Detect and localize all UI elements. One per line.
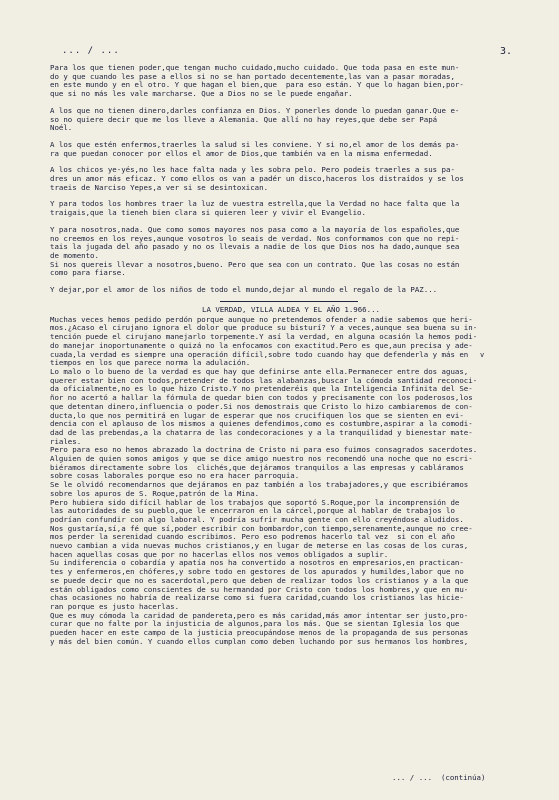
paragraph-ye-ye: A los chicos ye-yés,no les hace falta nada y les sobra pelo. Pero podeis traerles a sus pa- dres un amor más eficaz. Y como ellos os van a padér un disco,haceros los distraídos y se los traeis de Narciso Yepes,a ver si se desintoxican. — [50, 165, 464, 192]
paragraph-powerful: Para los que tienen poder,que tengan mucho cuidado,mucho cuidado. Que toda pasa en este mun- do y que cuando les pase a ellos si no se han portado decentemente,las van a pasar moradas, en este mundo y en el otro. Y que hagan el bien,que para eso están. Y que lo hagan bien,por- que si no más les vale marcharse. Que a Dios no se le puede engañar. — [50, 63, 464, 99]
paragraph-all-men: Y para todos los hombres traer la luz de vuestra estrella,que la Verdad no hace falta que la traigais,que la tieneh bien clara si quieren leer y vivir el Evangelio. — [50, 199, 460, 218]
paragraph-charity: Que es muy cómoda la caridad de pandereta,pero es más caridad,más amor intentar ser justo,pro- curar que no falte por la injusticia de algunos,para los más. Que se sientan Iglesia los que pueden hacer en este campo de la justicia preocupándose menos de la propaganda de sus personas y más del bien común. Y cuando ellos cumplan como deben luchando por sus hermanos los hombres, — [50, 610, 469, 646]
page-marker: ... / ... — [62, 46, 120, 56]
paragraph-pardon: Muchas veces hemos pedido perdón porque aunque no pretendemos ofender a nadie sabemos que heri- mos.¿Acaso el cirujano ignora el dolor que produce su bisturí? Y a veces,aunque sea buena su in- tención puede el cirujano manejarlo torpemente.Y así la verdad, en alguna ocasión la hemos podi- do manejar inoportunamente o quizá no la enfocamos con exactitud.Pero es que,aun precisa y ade- cuada,la verdad es siempre una operación difícil,sobre todo cuando hay que defenderla y más en tiempos en los que parece norma la adulación. — [50, 314, 478, 368]
continuation-footer: ... / ... (continúa) — [392, 773, 486, 782]
paragraph-sick: A los que estén enfermos,traerles la salud si les conviene. Y si no,el amor de los demás pa- ra que puedan conocer por ellos el amor de Dios,que también va en la misma enfermedad. — [50, 139, 460, 158]
paragraph-doctrine: Pero para eso no hemos abrazado la doctrina de Cristo ni para eso fuimos consagrados sacerdotes. Alguien de quien somos amigos y que se dice amigo nuestro nos recomendó una noche que no escri- biéramos directamente sobre los clichés,que dejáramos tranquilos a las empresas y cabláramos sobre cosas laborales porque eso no era hacer parroquia. Se le olvidó recomendarnos que dejáramos en paz también a los trabajadores,y que escribiéramos sobre los apuros de S. Roque,patrón de la Mina. Pero hubiera sido difícil hablar de los trabajos que soportó S.Roque,por la incomprensión de las autoridades de su pueblo,que le encerraron en la cárcel,porque al hablar de trabajos lo podrían confundir con algo laboral. Y podría sufrir mucha gente con ello creyéndose aludidos. Nos gustaría,sí,a fé que sí,poder escribir con bombardor,con tiempo,serenamente,aunque no cree- mos perder la serenidad cuando escribimos. Pero eso podremos hacerlo tal vez si con el año nuevo cambian a vida nuevas muchos cristianos,y en lugar de meterse en las cosas de los curas, hacen aquellas cosas que por no hacerlas ellos nos vemos obligados a suplir. Su indiferencia o cobardía y apatía nos ha convertido a nosotros en empresarios,en practican- tes y enfermeros,en chóferes,y sobre todo en gestores de los apurados y humildes,labor que no se puede decir que no es sacerdotal,pero que deben de realizar todos los cristianos y a la que están obligados como conscientes de su hermandad por Cristo con todos los hombres,y que en mu- chas ocasiones no habría de realizarse como si fuera caridad,cuando los cristianos las hicie- ran porque es justo hacerlas. — [50, 445, 478, 611]
paragraph-peace: Y dejar,por el amor de los niños de todo el mundo,dejar al mundo el regalo de la PAZ... — [50, 285, 438, 295]
page-number: 3. — [500, 46, 513, 57]
margin-mark: v — [480, 351, 485, 359]
paragraph-truth: Lo malo o lo bueno de la verdad es que hay que definirse ante ella.Permanecer entre dos aguas, querer estar bien con todos,pretender de todos las alabanzas,buscar la cómoda santidad reconoci- da oficialmente,no es lo que hizo Cristo.Y no pretenderéis que la Inteligencia Infinita del Se- ñor no acertó a hallar la fórmula de quedar bien con todos y precisamente con los poderosos,los que detentan dinero,influencia o poder.Si nos demostrais que Cristo lo hizo cambiaremos de con- ducta,lo que nos permitirá en lugar de esperar que nos crucifiquen los que se sienten en evi- dencia con el aplauso de los mismos a quienes defendimos,como es costumbre,aspirar a la comodi- dad de las prebendas,a la chatarra de las condecoraciones y a la tranquilidad y bienestar mate- riales. — [50, 366, 478, 446]
section-divider — [220, 301, 358, 302]
document-body — [50, 64, 532, 646]
paragraph-ourselves: Y para nosotros,nada. Que como somos mayores nos pasa como a la mayoría de los españoles,que no creemos en los reyes,aunque vosotros lo seais de verdad. Nos conformamos con que no repi- tais la jugada del año pasado y no os llevais a nadie de los que Dios nos ha dado,aunque sea de momento. Si nos quereis llevar a nosotros,bueno. Pero que sea con un contrato. Que las cosas no están como para fiarse. — [50, 224, 460, 278]
paragraph-no-money: A los que no tienen dinero,darles confianza en Dios. Y ponerles donde lo puedan ganar.Que e- so no quiere decir que me los lleve a Alemania. Que allí no hay reyes,que debe ser Papá Noél. — [50, 105, 460, 133]
section-title: LA VERDAD, VILLA ALDEA Y EL AÑO 1.966... — [202, 304, 380, 314]
